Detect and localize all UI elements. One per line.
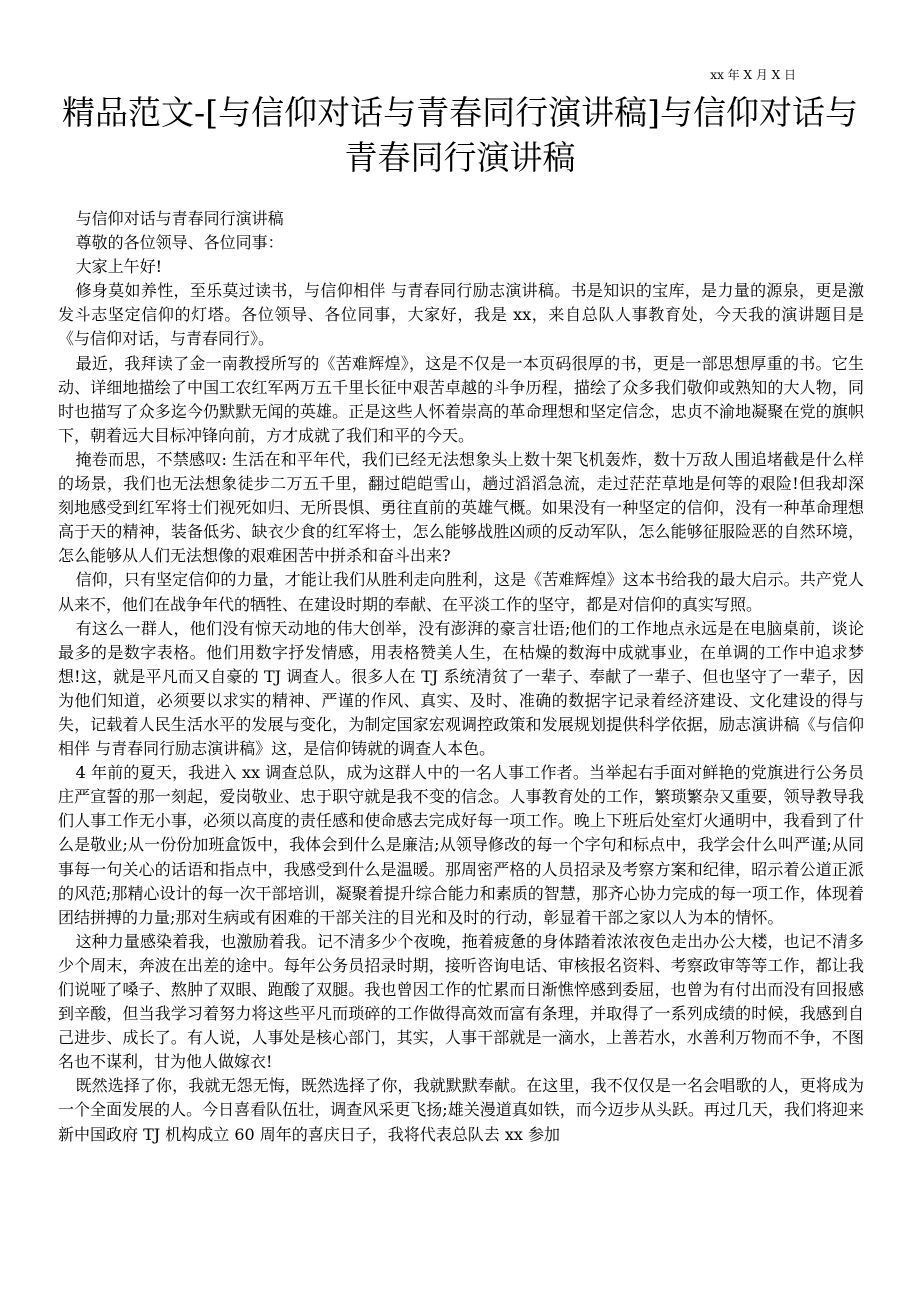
document-body xyxy=(58,207,864,1147)
body-paragraph: 有这么一群人，他们没有惊天动地的伟大创举，没有澎湃的豪言壮语;他们的工作地点永远是在电脑桌前，谈论最多的是数字表格。他们用数字抒发情感，用表格赞美人生，在枯燥的数海中成就事业，在单调的工作中追求梦想!这，就是平凡而又自豪的 TJ 调查人。很多人在 TJ 系统清贫了一辈子、奉献了一辈子、但也坚守了一辈子，因为他们知道，必须要以求实的精神、严谨的作风、真实、及时、准确的数据字记录着经济建设、文化建设的得与失，记载着人民生活水平的发展与变化，为制定国家宏观调控政策和发展规划提供科学依据，励志演讲稿《与信仰相伴 与青春同行励志演讲稿》这，是信仰铸就的调查人本色。 xyxy=(58,618,864,759)
body-paragraph: 信仰，只有坚定信仰的力量，才能让我们从胜利走向胜利，这是《苦难辉煌》这本书给我的最大启示。共产党人从来不，他们在战争年代的牺牲、在建设时期的奉献、在平淡工作的坚守，都是对信仰的真实写照。 xyxy=(58,570,864,614)
body-paragraph: 掩卷而思，不禁感叹: 生活在和平年代，我们已经无法想象头上数十架飞机轰炸，数十万敌人围追堵截是什么样的场景，我们也无法想象徒步二万五千里，翻过皑皑雪山，趟过滔滔急流，走过茫茫草地是何等的艰险!但我却深刻地感受到红军将士们视死如归、无所畏惧、勇往直前的英雄气概。如果没有一种坚定的信仰，没有一种革命理想高于天的精神，装备低劣、缺衣少食的红军将士，怎么能够战胜凶顽的反动军队，怎么能够征服险恶的自然环境，怎么能够从人们无法想像的艰难困苦中拼杀和奋斗出来? xyxy=(58,449,864,566)
greeting: 大家上午好! xyxy=(75,257,163,277)
body-paragraph: 4 年前的夏天，我进入 xx 调查总队，成为这群人中的一名人事工作者。当举起右手面对鲜艳的党旗进行公务员庄严宣誓的那一刻起，爱岗敬业、忠于职守就是我不变的信念。人事教育处的工作，繁琐繁杂又重要，领导教导我们人事工作无小事，必须以高度的责任感和使命感去完成好每一项工作。晚上下班后处室灯火通明中，我看到了什么是敬业;从一份份加班盒饭中，我体会到什么是廉洁;从领导修改的每一个字句和标点中，我学会什么叫严谨;从同事每一句关心的话语和指点中，我感受到什么是温暖。那周密严格的人员招录及考察方案和纪律，昭示着公道正派的风范;那精心设计的每一次干部培训，凝聚着提升综合能力和素质的智慧，那齐心协力完成的每一项工作，体现着团结拼搏的力量;那对生病或有困难的干部关注的目光和及时的行动，彰显着干部之家以人为本的情怀。 xyxy=(58,763,864,927)
body-paragraph: 最近，我拜读了金一南教授所写的《苦难辉煌》，这是不仅是一本页码很厚的书，更是一部思想厚重的书。它生动、详细地描绘了中国工农红军两万五千里长征中艰苦卓越的斗争历程，描绘了众多我们敬仰或熟知的大人物，同时也描写了众多迄今仍默默无闻的英雄。正是这些人怀着崇高的革命理想和坚定信念，忠贞不渝地凝聚在党的旗帜下，朝着远大目标冲锋向前，方才成就了我们和平的今天。 xyxy=(58,353,864,445)
document-title: 精品范文-[与信仰对话与青春同行演讲稿]与信仰对话与青春同行演讲稿 xyxy=(62,93,858,177)
salutation: 尊敬的各位领导、各位同事： xyxy=(75,233,284,253)
body-paragraph: 修身莫如养性，至乐莫过读书，与信仰相伴 与青春同行励志演讲稿。书是知识的宝库，是力量的源泉，更是激发斗志坚定信仰的灯塔。各位领导、各位同事，大家好，我是 xx，来自总队人事教育处，今天我的演讲题目是《与信仰对话，与青春同行》。 xyxy=(58,281,864,349)
speech-heading: 与信仰对话与青春同行演讲稿 xyxy=(75,209,284,228)
body-paragraph: 这种力量感染着我，也激励着我。记不清多少个夜晚，拖着疲惫的身体踏着浓浓夜色走出办公大楼，也记不清多少个周末，奔波在出差的途中。每年公务员招录时期，接听咨询电话、审核报名资料、考察政审等等工作，都让我们说哑了嗓子、熬肿了双眼、跑酸了双腿。我也曾因工作的忙累而日渐憔悴感到委屈，也曾为有付出而没有回报感到辛酸，但当我学习着努力将这些平凡而琐碎的工作做得高效而富有条理，并取得了一系列成绩的时候，我感到自己进步、成长了。有人说，人事处是核心部门，其实，人事干部就是一滴水，上善若水，水善利万物而不争，不图名也不谋利，甘为他人做嫁衣! xyxy=(58,931,864,1072)
document-date: xx 年 X 月 X 日 xyxy=(710,68,796,82)
body-paragraph: 既然选择了你，我就无怨无悔，既然选择了你，我就默默奉献。在这里，我不仅仅是一名会唱歌的人，更将成为一个全面发展的人。今日喜看队伍壮，调查风采更飞扬;雄关漫道真如铁，而今迈步从头跃。再过几天，我们将迎来新中国政府 TJ 机构成立 60 周年的喜庆日子，我将代表总队去 xx 参加 xyxy=(58,1076,864,1144)
